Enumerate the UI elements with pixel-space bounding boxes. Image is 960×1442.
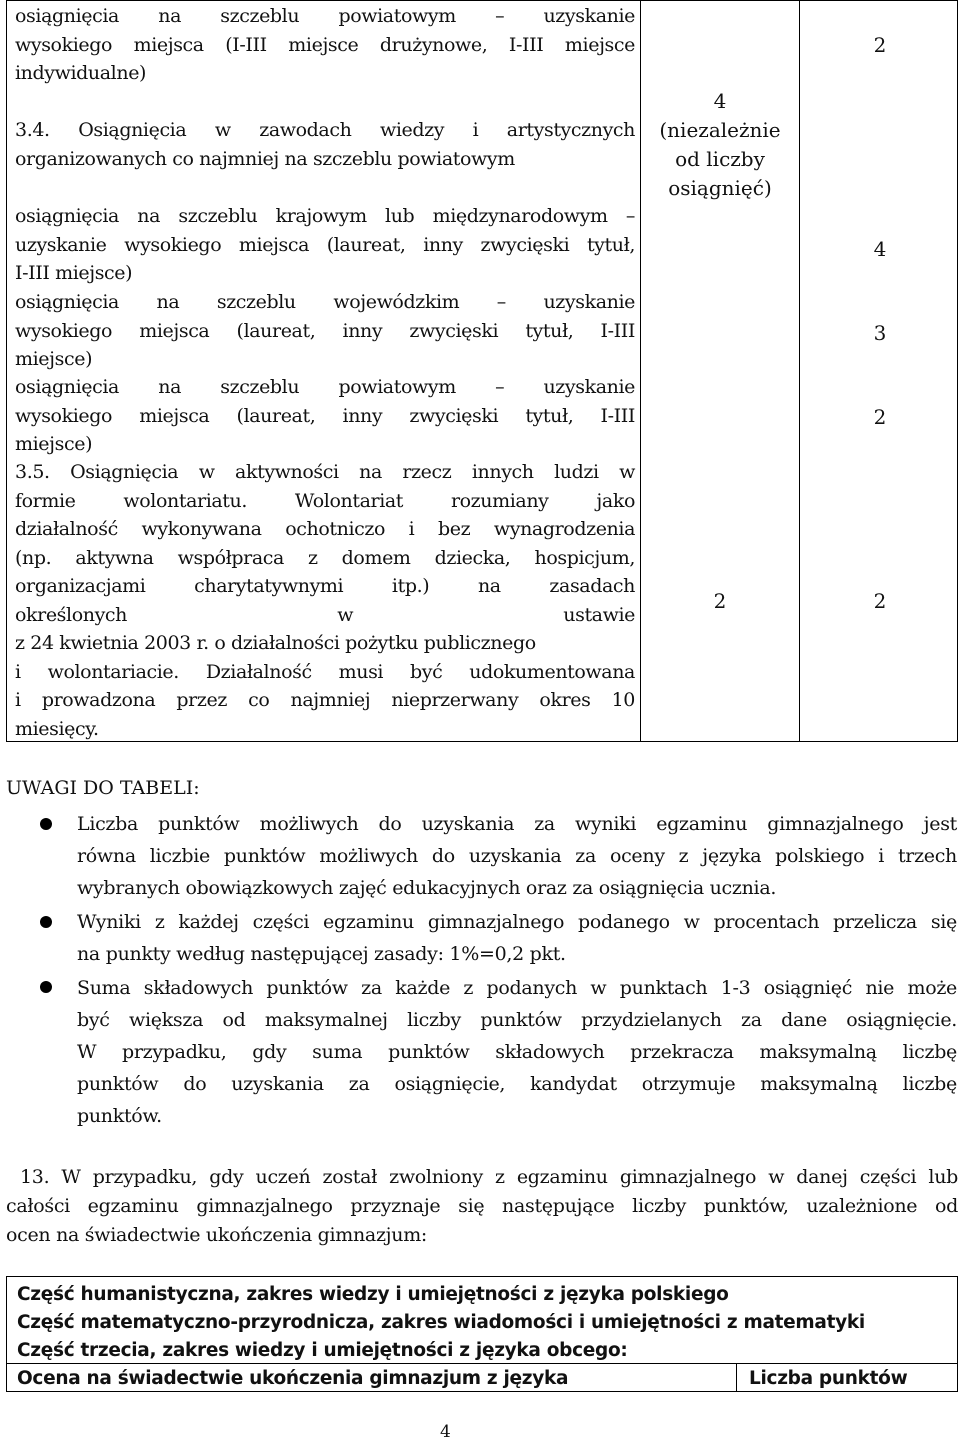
text-line: i wolontariacie. Działalność musi być udokumentowana — [15, 660, 635, 683]
text-line: wysokiego miejsca (I-III miejsce drużynowe, I-III miejsce — [15, 33, 635, 56]
text-line: wybranych obowiązkowych zajęć edukacyjnych oraz za osiągnięcia ucznia. — [77, 877, 777, 899]
note-item — [77, 808, 957, 904]
column-divider — [799, 1, 800, 741]
max-points-note — [643, 87, 797, 203]
text-line: uzyskanie wysokiego miejsca (laureat, inny zwycięski tytuł, — [15, 233, 635, 256]
achievement-description — [15, 2, 635, 88]
text-line: wysokiego miejsca (laureat, inny zwycięski tytuł, I-III — [15, 319, 635, 342]
text-line: 3.5. Osiągnięcia w aktywności na rzecz innych ludzi w — [15, 461, 635, 483]
text-line: miesięcy. — [15, 717, 99, 740]
text-line: punktów. — [77, 1105, 162, 1127]
text-line: Liczba punktów możliwych do uzyskania za wyniki egzaminu gimnazjalnego jest — [77, 813, 957, 835]
points-value: 4 — [873, 237, 887, 261]
text-line: i prowadzona przez co najmniej nieprzerwany okres 10 — [15, 689, 635, 711]
achievement-description — [15, 373, 635, 459]
text-line: organizacjami charytatywnymi itp.) na zasadach — [15, 575, 635, 597]
text-line: na punkty według następującej zasady: 1%=0,2 pkt. — [77, 943, 566, 965]
text-line: działalność wykonywana ochotniczo i bez wynagrodzenia — [15, 518, 635, 540]
text-line: organizowanych co najmniej na szczeblu powiatowym — [15, 147, 515, 170]
text-line: ocen na świadectwie ukończenia gimnazjum: — [6, 1224, 428, 1246]
text-line: osiągnięć) — [668, 176, 772, 200]
text-line: 13. W przypadku, gdy uczeń został zwolniony z egzaminu gimnazjalnego w danej części lub — [20, 1166, 958, 1188]
text-line: I-III miejsce) — [15, 262, 133, 284]
achievements-table — [6, 0, 958, 742]
points-value: 2 — [873, 405, 887, 429]
points-value: 3 — [873, 321, 887, 345]
text-line: indywidualne) — [15, 62, 147, 84]
text-line: równa liczbie punktów możliwych do uzyskania za oceny z języka polskiego i trzech — [77, 845, 957, 867]
table-caption-line: Część humanistyczna, zakres wiedzy i umiejętności z języka polskiego — [17, 1284, 729, 1305]
text-line: być większa od maksymalnej liczby punktów przydzielanych za dane osiągnięcie. — [77, 1009, 957, 1031]
text-line: całości egzaminu gimnazjalnego przyznaje się następujące liczby punktów, uzależnione od — [6, 1195, 958, 1217]
column-divider — [640, 1, 641, 741]
exemption-table — [6, 1276, 958, 1392]
achievement-description — [15, 288, 635, 374]
bullet-icon — [40, 981, 52, 993]
text-line: osiągnięcia na szczeblu powiatowym – uzyskanie — [15, 376, 635, 398]
text-line: miejsce) — [15, 433, 93, 455]
table-caption-line: Część trzecia, zakres wiedzy i umiejętności z języka obcego: — [17, 1340, 628, 1361]
points-value: 2 — [873, 33, 887, 57]
max-points-value: 4 — [713, 89, 727, 113]
points-value: 2 — [873, 589, 887, 613]
text-line: wysokiego miejsca (laureat, inny zwycięski tytuł, I-III — [15, 404, 635, 427]
notes-title: UWAGI DO TABELI: — [6, 777, 200, 799]
bullet-icon — [40, 916, 52, 928]
text-line: od liczby — [675, 147, 765, 171]
max-points-value: 2 — [713, 589, 727, 613]
column-header-points: Liczba punktów — [749, 1368, 908, 1389]
text-line: W przypadku, gdy suma punktów składowych przekracza maksymalną liczbę — [77, 1041, 957, 1063]
text-line: 3.4. Osiągnięcia w zawodach wiedzy i artystycznych — [15, 119, 635, 141]
category-heading — [15, 116, 635, 173]
text-line: punktów do uzyskania za osiągnięcie, kandydat otrzymuje maksymalną liczbę — [77, 1073, 957, 1095]
text-line: z 24 kwietnia 2003 r. o działalności pożytku publicznego — [15, 632, 536, 654]
paragraph-13 — [6, 1163, 958, 1250]
note-item — [77, 906, 957, 970]
text-line: osiągnięcia na szczeblu powiatowym – uzyskanie — [15, 5, 635, 27]
achievement-description — [15, 202, 635, 288]
column-divider — [736, 1363, 737, 1391]
text-line: Wyniki z każdej części egzaminu gimnazjalnego podanego w procentach przelicza się — [77, 911, 957, 933]
text-line: osiągnięcia na szczeblu wojewódzkim – uzyskanie — [15, 291, 635, 313]
page-number: 4 — [440, 1422, 451, 1442]
text-line: formie wolontariatu. Wolontariat rozumiany jako — [15, 489, 635, 512]
note-item — [77, 972, 957, 1132]
text-line: osiągnięcia na szczeblu krajowym lub międzynarodowym – — [15, 205, 635, 227]
text-line: (np. aktywna współpraca z domem dziecka, hospicjum, — [15, 546, 635, 569]
bullet-icon — [40, 818, 52, 830]
table-caption-line: Część matematyczno-przyrodnicza, zakres wiadomości i umiejętności z matematyki — [17, 1312, 865, 1333]
volunteering-description — [15, 458, 635, 743]
text-line: Suma składowych punktów za każde z podanych w punktach 1-3 osiągnięć nie może — [77, 977, 957, 999]
text-line: miejsce) — [15, 348, 93, 370]
column-header-grade: Ocena na świadectwie ukończenia gimnazjum z języka — [17, 1368, 569, 1389]
text-line: określonych w ustawie — [15, 603, 635, 626]
text-line: (niezależnie — [659, 118, 781, 142]
